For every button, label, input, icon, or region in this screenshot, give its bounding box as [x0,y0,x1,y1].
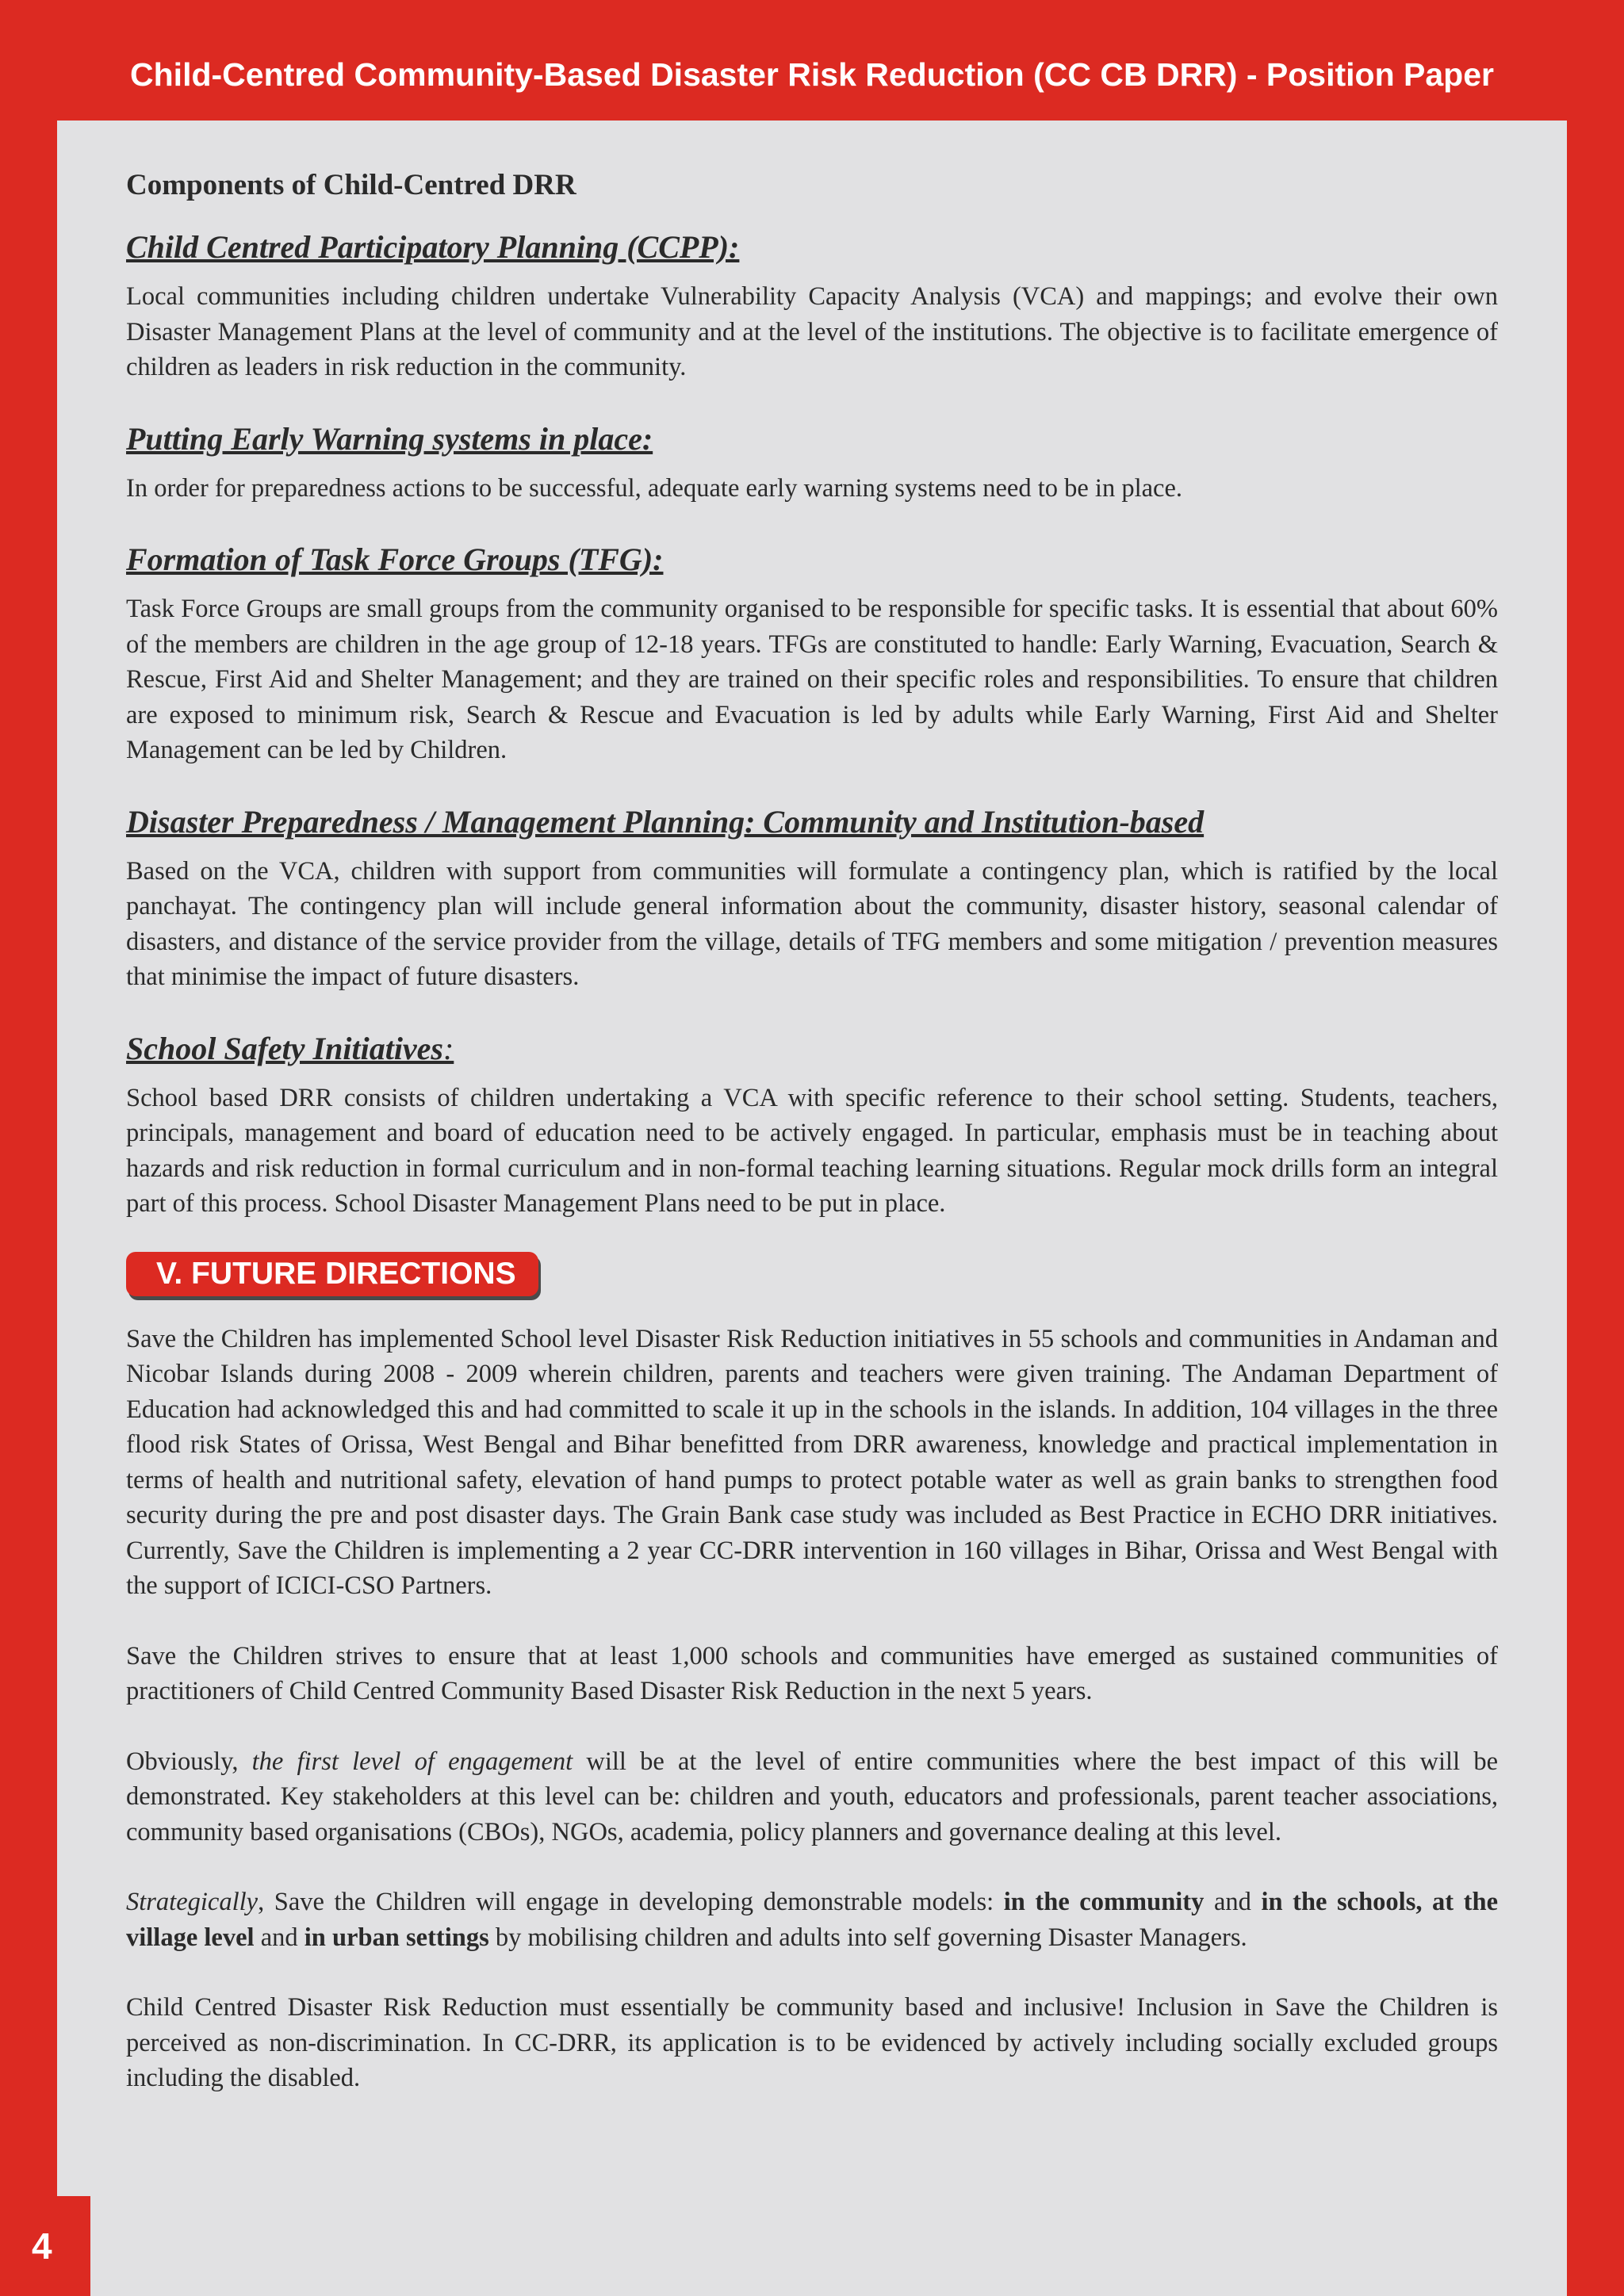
school-safety-heading [126,1030,1498,1068]
early-warning-heading: Putting Early Warning systems in place: [126,420,653,457]
future-paragraph-5: Child Centred Disaster Risk Reduction must essentially be community based and inclusive! Inclusion in Save the Children is perceived as non-discrimination. In CC-DRR, its application is to be evidenced by actively including socially excluded groups including the disabled. [126,1993,1498,2092]
page-number: 4 [0,2196,90,2296]
school-safety-paragraph: School based DRR consists of children undertaking a VCA with specific reference to their school setting. Students, teachers, principals, management and board of education need to be actively engaged. In particular, emphasis must be in teaching about hazards and risk reduction in formal curriculum and in non-formal teaching learning situations. Regular mock drills form an integral part of this process. School Disaster Management Plans need to be put in place. [126,1083,1498,1218]
future-paragraph-4 [126,1885,1498,1955]
p3-lead: Obviously, [126,1747,252,1776]
future-paragraph-2: Save the Children strives to ensure that at least 1,000 schools and communities have emerged as sustained communities of practitioners of Child Centred Community Based Disaster Risk Reduction in the next 5 years. [126,1641,1498,1705]
p4-text-2: and [1204,1888,1262,1916]
content-panel [57,121,1567,2296]
school-safety-heading-colon: : [443,1030,454,1066]
p3-rest: will be at the level of entire communities where the best impact of this will be demonstrated. Key stakeholders at this level can be: children and youth, educators and professionals, parent teacher associations, community based organisations (CBOs), NGOs, academia, policy planners and governance dealing at this level. [126,1747,1498,1846]
p4-text-3: and [254,1923,304,1952]
future-directions-badge: V. FUTURE DIRECTIONS [126,1252,538,1296]
tfg-heading: Formation of Task Force Groups (TFG): [126,541,664,577]
future-paragraph-3 [126,1744,1498,1850]
p3-emphasis: the first level of engagement [251,1747,573,1776]
p4-text-1: , Save the Children will engage in developing demonstrable models: [258,1888,1004,1916]
p4-lead: Strategically [126,1888,259,1916]
components-title: Components of Child-Centred DRR [126,169,576,201]
preparedness-heading: Disaster Preparedness / Management Planning: Community and Institution-based [126,803,1205,840]
page-header-title: Child-Centred Community-Based Disaster Risk Reduction (CC CB DRR) - Position Paper [130,56,1494,93]
ccpp-paragraph: Local communities including children undertake Vulnerability Capacity Analysis (VCA) and mappings; and evolve their own Disaster Management Plans at the level of community and at the level of the institutions. The objective is to facilitate emergence of children as leaders in risk reduction in the community. [126,282,1498,381]
future-paragraph-1: Save the Children has implemented School level Disaster Risk Reduction initiatives in 55 schools and communities in Andaman and Nicobar Islands during 2008 - 2009 wherein children, parents and teachers were given training. The Andaman Department of Education had acknowledged this and had committed to scale it up in the schools in the islands. In addition, 104 villages in the three flood risk States of Orissa, West Bengal and Bihar benefitted from DRR awareness, knowledge and practical implementation in terms of health and nutritional safety, elevation of hand pumps to protect potable water as well as grain banks to strengthen food security during the pre and post disaster days. The Grain Bank case study was included as Best Practice in ECHO DRR initiatives. Currently, Save the Children is implementing a 2 year CC-DRR intervention in 160 villages in Bihar, Orissa and West Bengal with the support of ICICI-CSO Partners. [126,1324,1498,1600]
school-safety-heading-text: School Safety Initiatives [126,1030,443,1066]
p4-bold-1: in the community [1003,1888,1205,1916]
preparedness-paragraph: Based on the VCA, children with support from communities will formulate a contingency plan, which is ratified by the local panchayat. The contingency plan will include general information about the community, disaster history, seasonal calendar of disasters, and distance of the service provider from the village, details of TFG members and some mitigation / prevention measures that minimise the impact of future disasters. [126,856,1498,991]
tfg-paragraph: Task Force Groups are small groups from the community organised to be responsible for specific tasks. It is essential that about 60% of the members are children in the age group of 12-18 years. TFGs are constituted to handle: Early Warning, Evacuation, Search & Rescue, First Aid and Shelter Management; and they are trained on their specific roles and responsibilities. To ensure that children are exposed to minimum risk, Search & Rescue and Evacuation is led by adults while Early Warning, First Aid and Shelter Management can be led by Children. [126,595,1498,764]
p4-text-4: by mobilising children and adults into self governing Disaster Managers. [488,1923,1247,1952]
early-warning-paragraph: In order for preparedness actions to be successful, adequate early warning systems need to be in place. [126,473,1183,503]
ccpp-heading: Child Centred Participatory Planning (CCPP): [126,229,740,265]
p4-bold-3: in urban settings [304,1923,489,1952]
content-body [126,168,1498,2096]
p4-bold-2: in the schools, at the village level [126,1888,1498,1952]
